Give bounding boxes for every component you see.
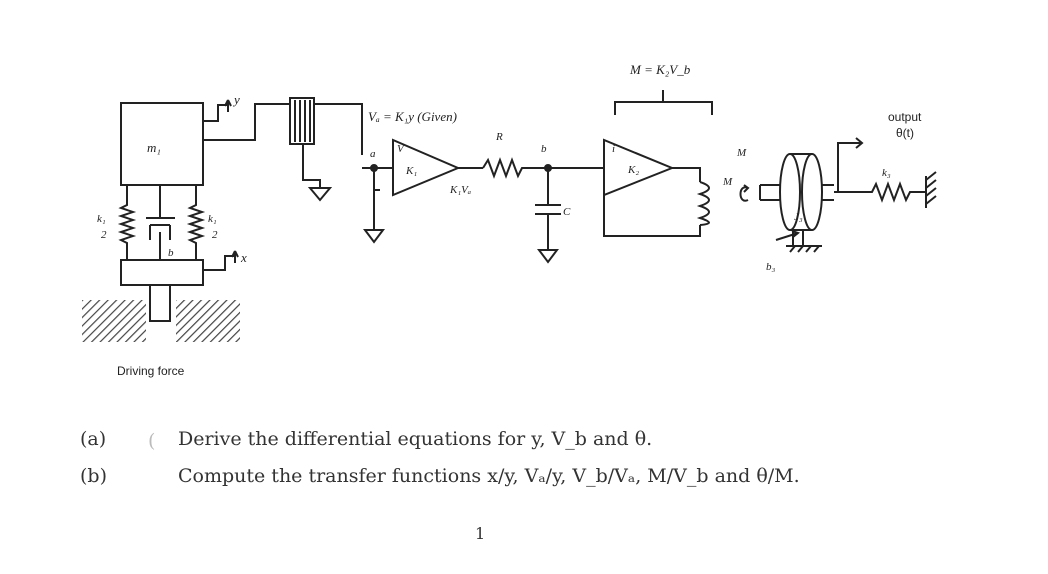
label-node-b: b xyxy=(541,143,547,155)
spring-k3 xyxy=(834,184,926,200)
label-m-eq: M = K₂V_b xyxy=(630,62,691,77)
label-b3: b₃ xyxy=(766,261,776,273)
ground-left xyxy=(82,300,146,342)
label-output: output xyxy=(888,110,922,124)
label-va-eq: Vₐ = K₁y (Given) xyxy=(368,109,457,124)
y-output-arrow xyxy=(203,105,228,121)
resistor-r xyxy=(483,160,548,176)
label-k1-right-den: 2 xyxy=(212,229,218,241)
label-k1-left: k₁ xyxy=(97,213,106,225)
spring-k1-left xyxy=(121,185,133,260)
theta-output-arrow xyxy=(834,138,862,192)
label-k1-right: k₁ xyxy=(208,213,217,225)
label-node-a: a xyxy=(370,148,376,160)
question-a-letter: (a) xyxy=(80,428,107,450)
label-j3: J₃ xyxy=(794,211,803,223)
ground-right xyxy=(176,300,240,342)
question-a-text: Derive the differential equations for y, V_b and θ. xyxy=(178,428,653,450)
label-cap-c: C xyxy=(563,206,571,218)
label-y-out: y xyxy=(234,92,240,107)
label-driving-force: Driving force xyxy=(117,364,185,378)
wall-k3 xyxy=(926,172,936,208)
mass-m1 xyxy=(121,103,203,185)
paren-mark: ( xyxy=(148,430,156,452)
rotational-subsystem xyxy=(741,138,937,252)
label-damper-b: b xyxy=(168,247,174,259)
potentiometer xyxy=(290,98,362,200)
x-input-arrow xyxy=(203,256,235,270)
question-b-letter: (b) xyxy=(80,465,107,487)
label-amp2-k: K₂ xyxy=(628,164,640,176)
label-k1va: K₁Vₐ xyxy=(450,184,472,196)
bracket-m xyxy=(615,90,712,115)
page-number: 1 xyxy=(475,524,486,543)
spring-k1-right xyxy=(190,185,202,260)
label-theta: θ(t) xyxy=(896,126,914,140)
base-plate xyxy=(121,260,203,285)
label-amp2-i: i xyxy=(612,143,616,155)
label-k1-left-den: 2 xyxy=(101,229,107,241)
label-amp1-k: K₁ xyxy=(406,165,418,177)
label-amp1-v: V xyxy=(397,143,404,155)
question-b-text: Compute the transfer functions x/y, Vₐ/y, V_b/Vₐ, M/V_b and θ/M. xyxy=(178,465,800,487)
label-resistor-r: R xyxy=(496,131,503,143)
torque-m-arrow xyxy=(741,185,749,201)
label-torque-m-top: M xyxy=(737,147,747,159)
label-k3: k₃ xyxy=(882,167,891,179)
label-m1: m₁ xyxy=(147,140,161,155)
motor-coil xyxy=(700,182,709,225)
driving-piston xyxy=(150,285,170,321)
label-x-in: x xyxy=(241,250,247,265)
mechanical-subsystem xyxy=(121,100,290,321)
label-torque-m-motor: M xyxy=(723,176,733,188)
